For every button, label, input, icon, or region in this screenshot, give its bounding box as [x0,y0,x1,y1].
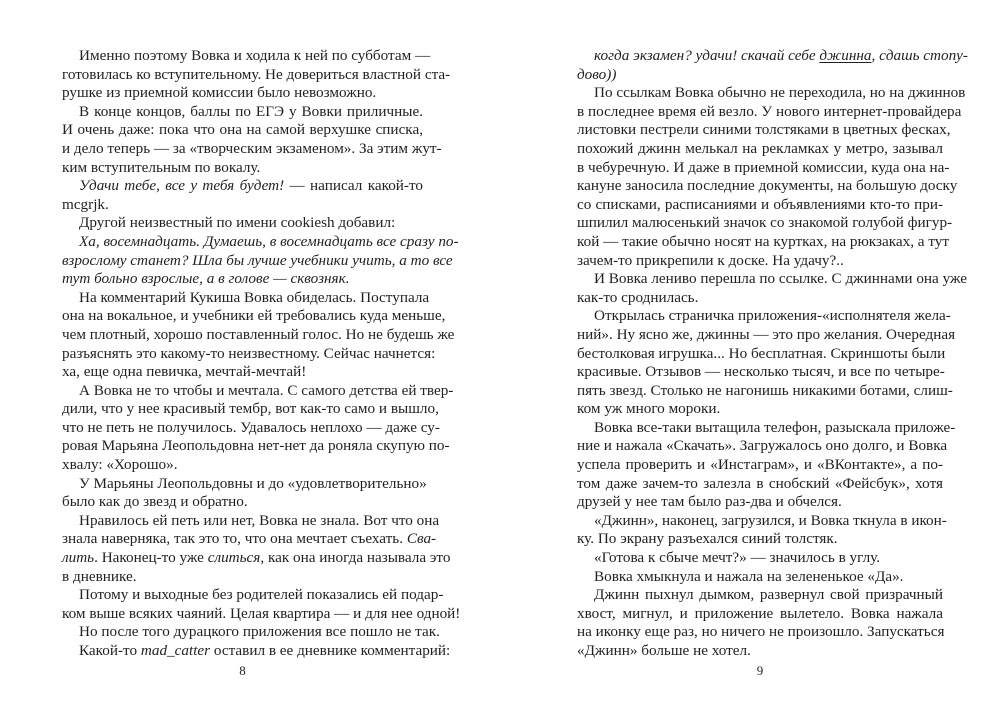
text-line [577,177,958,196]
text-line [577,363,943,382]
text-run: В конце концов, баллы по ЕГЭ у Вовки приличные. [79,102,423,120]
text-run: со списками, расписаниями и объявлениями кто-то при- [577,195,943,213]
text-line [62,325,455,345]
text-run: рушке из приемной комиссии было невозможно. [62,84,377,102]
text-line [577,307,951,326]
right-page-number: 9 [756,663,764,678]
text-line [62,159,423,178]
text-line [577,400,943,419]
italic-text: слиться [207,549,261,567]
text-line [577,605,943,624]
text-line [62,139,442,159]
text-line [62,288,430,308]
text-line [577,214,953,233]
text-line [577,252,943,271]
text-run: ние и нажала «Скачать». Загружалось оно долго, и Вовка [577,437,948,455]
text-run: «Джинн» больше не хотел. [577,642,751,659]
text-line [577,642,943,661]
text-run: «Готова к сбыче мечт?» — значилось в углу. [594,549,881,567]
italic-text: mad_catter [140,642,211,659]
text-line [62,214,423,233]
text-run: И Вовка лениво перешла по ссылке. С джиннами она уже [594,270,968,288]
text-line [577,270,968,289]
italic-text: дово)) [577,65,617,83]
text-line [577,47,968,66]
text-line [62,65,451,85]
text-run: что не петь не получилось. Удавалось неплохо — даже су- [62,418,440,436]
text-line [62,586,444,605]
text-run: ний». Ну ясно же, джинны — это про желания. Очередная [577,325,956,343]
text-run: Вовка хмыкнула и нажала на зелененькое «Да». [594,567,904,585]
text-line [577,325,956,345]
text-run: чем плотный, хорошо поставленный голос. Но не будешь же [62,325,455,343]
italic-text: Ха, восемнадцать. Думаешь, в восемнадцать все сразу по- [79,232,459,250]
text-run: Джинн пыхнул дымком, развернул свой призрачный [594,586,943,604]
left-page [62,0,461,710]
text-run: в последнее время ей везло. У нового интернет-провайдера [577,102,962,120]
text-line [62,103,423,122]
text-run: Открылась страничка приложения-«исполнятеля жела- [594,307,951,325]
text-line [577,232,949,252]
text-run: шпилил малюсенький значок со знакомой голубой фигур- [577,214,953,232]
text-run: Нравилось ей петь или нет, Вовка не знала. Вот что она [79,511,440,529]
text-run: как-то сроднилась. [577,288,699,306]
link-text[interactable]: джинна [819,47,872,64]
text-run: на иконку еще раз, но ничего не произошло. Запускаться [577,623,945,641]
text-run: А Вовка не то чтобы и мечтала. С самого детства ей твер- [79,381,454,399]
text-line [577,66,943,85]
text-run: кануне заносила последние документы, на большую доску [577,177,958,195]
text-line [577,549,943,568]
text-run: хвост, мигнул, и приложение вылетело. Вовка нажала [577,604,943,622]
text-line [577,344,946,364]
text-line [62,604,461,624]
text-line [62,437,450,456]
text-line [577,586,943,605]
text-run: в дневнике. [62,567,137,585]
text-run: было как до звезд и обратно. [62,493,248,511]
text-run: друзей у нее там было раз-два и обчелся. [577,493,842,511]
text-line [577,623,943,642]
text-run: она на вокальное, и учебники ей требовались куда меньше, [62,307,446,325]
text-line [62,84,423,103]
italic-text: , сдашь стопу- [871,47,968,64]
text-line [62,196,423,215]
text-line [577,493,943,512]
text-line [577,381,953,401]
text-run: похожий джинн мелькал на рекламках у метро, зазывал [577,139,943,157]
text-run: пять звезд. Столько не нагонишь никакими ботами, слиш- [577,381,953,399]
text-run: в чебуречную. И даже в приемной комиссии, куда она на- [577,158,950,176]
text-line [62,121,423,140]
text-line [62,511,440,531]
text-run: знала наверняка, так это то, что она мечтает съехать. [62,530,407,548]
text-run: разъяснять это какому-то неизвестному. Сейчас начнется: [62,344,436,362]
text-line [577,456,943,475]
text-line [577,568,943,587]
text-run: Какой-то [79,642,141,659]
text-run: кой — такие обычно носят на куртках, на рюкзаках, а тут [577,232,949,250]
text-run: Потому и выходные без родителей показались ей подар- [79,586,444,604]
text-line [62,47,431,66]
text-line [62,232,459,252]
text-line [62,270,423,289]
text-run: Но после того дурацкого приложения все пошло не так. [79,623,440,641]
text-run: . Наконец-то уже [94,549,208,567]
text-run: И очень даже: пока что она на самой верхушке списка, [62,121,423,139]
text-run: готовилась ко вступительному. Не довериться властной ста- [62,65,451,83]
text-line [62,474,427,494]
text-line [577,530,943,549]
text-line [577,418,956,438]
text-run: том даже зачем-то залезла в снобский «Фейсбук», хотя [577,474,943,492]
text-line [577,511,947,531]
text-run: ровая Марьяна Леопольдовна нет-нет да роняла скупую по- [62,437,450,455]
text-line [62,400,439,419]
text-line [62,568,423,587]
text-line [577,289,943,308]
text-run: листовки пестрели синими толстяками в цветных фесках, [577,121,951,139]
italic-text: когда экзамен? удачи! скачай себе [594,47,820,64]
text-line [62,530,437,549]
text-run: бестолковая игрушка... Но бесплатная. Скриншоты были [577,344,946,362]
text-line [62,177,423,196]
right-page [577,0,968,710]
text-line [62,381,454,401]
text-run: оставил в ее дневнике комментарий: [210,642,451,659]
text-run: и дело теперь — за «творческим экзаменом». За этим жут- [62,139,442,157]
text-run: Вовка все-таки вытащила телефон, разыскала приложе- [594,418,956,436]
right-page-text [577,47,968,661]
text-line [62,344,436,364]
text-run: mcgrjk. [62,195,109,213]
text-run: — написал какой-то [284,177,424,195]
text-run: Другой неизвестный по имени cookiesh добавил: [79,214,396,232]
text-line [577,475,943,494]
left-page-text [62,47,461,661]
text-line [62,642,451,661]
text-run: У Марьяны Леопольдовны и до «удовлетворительно» [79,474,427,492]
text-line [577,140,943,159]
text-line [577,437,948,456]
text-line [62,623,440,642]
italic-text: взрослому станет? Шла бы лучше учебники учить, а то все [62,251,453,269]
text-line [62,418,440,438]
text-run: На комментарий Кукиша Вовка обиделась. Поступала [79,288,430,306]
text-run: успела проверить и «Инстаграм», и «ВКонтакте», а по- [577,456,943,474]
text-run: хвалу: «Хорошо». [62,456,178,474]
text-line [577,196,943,215]
italic-text: тут больно взрослые, а в голове — сквозняк. [62,270,350,288]
text-run: «Джинн», наконец, загрузился, и Вовка ткнула в икон- [594,511,947,529]
text-run: красивые. Отзывов — несколько тысяч, и все по четыре- [577,363,945,381]
text-run: , как она иногда называла это [260,549,451,567]
left-page-number: 8 [239,663,246,678]
text-run: дили, что у нее красивый тембр, вот как-то само и вышло, [62,400,439,418]
text-run: ким вступительным по вокалу. [62,158,261,176]
text-run: ку. По экрану разъехался синий толстяк. [577,530,838,548]
text-line [577,102,962,122]
text-line [62,456,423,475]
text-run: зачем-то прикрепили к доске. На удачу?.. [577,251,844,269]
italic-text: лить [62,549,95,567]
text-line [577,158,950,178]
text-run: По ссылкам Вовка обычно не переходила, но на джиннов [594,84,966,102]
text-line [62,549,451,568]
italic-text: Сва- [406,530,437,548]
text-line [577,121,951,140]
text-line [62,251,453,271]
text-run: ком выше всяких чаяний. Целая квартира — и для нее одной! [62,604,461,622]
text-run: Именно поэтому Вовка и ходила к ней по субботам — [79,47,431,64]
text-line [62,493,423,512]
italic-text: Удачи тебе, все у тебя будет! [79,177,285,195]
text-line [62,307,446,326]
text-line [577,84,966,103]
text-line [62,363,423,382]
text-run: ком уж много мороки. [577,400,721,418]
text-run: ха, еще одна певичка, мечтай-мечтай! [62,363,307,381]
